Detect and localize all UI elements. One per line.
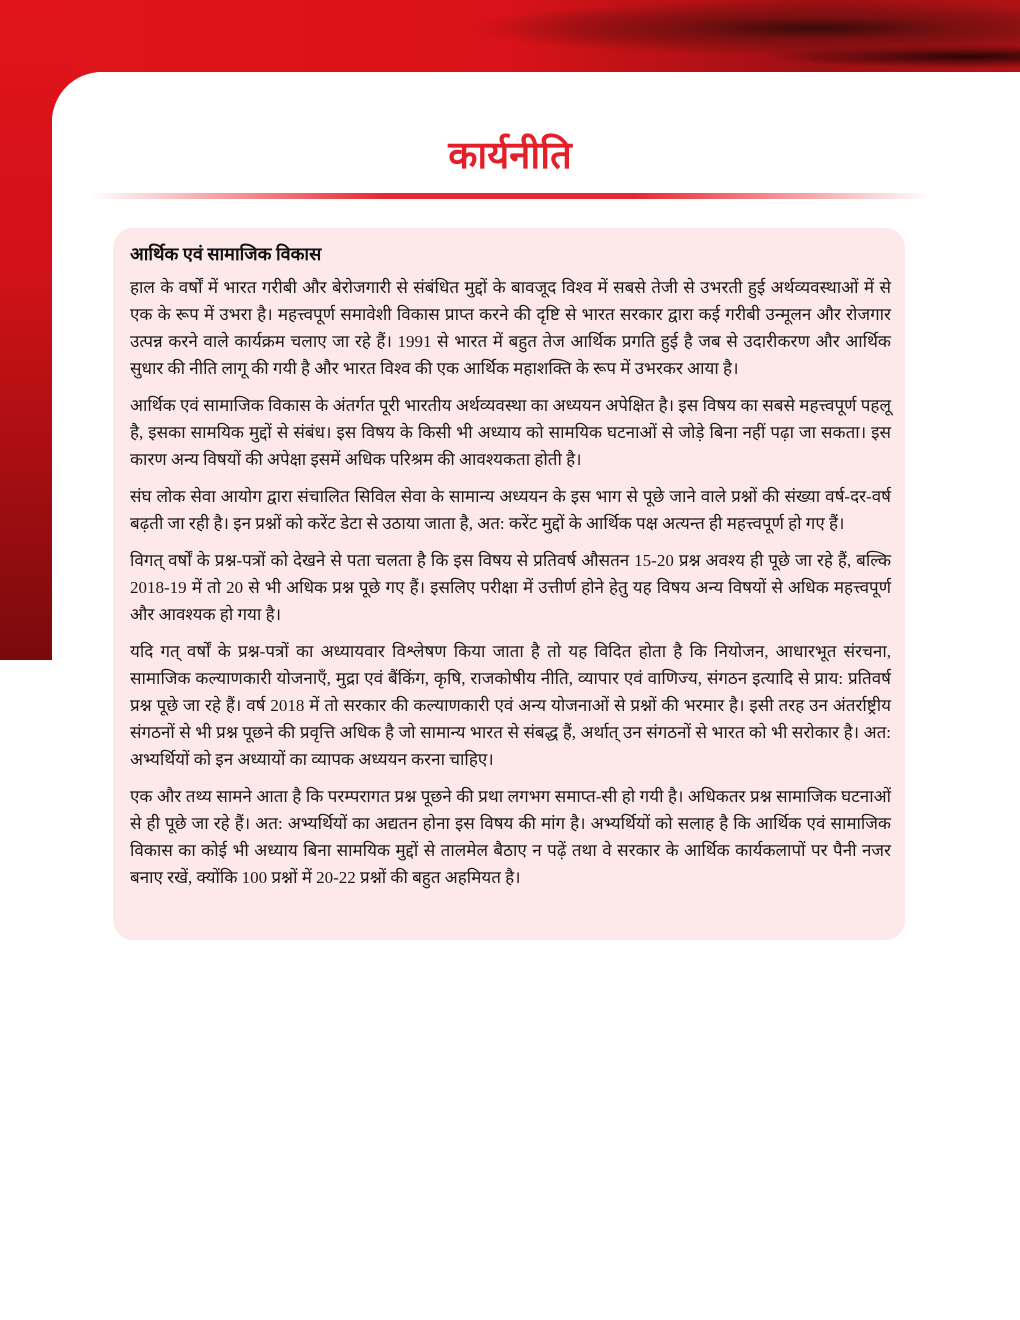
paragraph: संघ लोक सेवा आयोग द्वारा संचालित सिविल सेवा के सामान्य अध्ययन के इस भाग से पूछे जाने वाले प्रश्नों की संख्या वर्ष-दर-वर्ष बढ़ती जा रही है। इन प्रश्नों को करेंट डेटा से उठाया जाता है, अत: करेंट मुद्दों के आर्थिक पक्ष अत्यन्त ही महत्त्वपूर्ण हो गए हैं।	[130, 487, 891, 533]
strategy-box	[113, 228, 905, 940]
paragraph: हाल के वर्षों में भारत गरीबी और बेरोजगारी से संबंधित मुद्दों के बावजूद विश्व में सबसे तेजी से उभरती हुई अर्थव्यवस्थाओं में से एक के रूप में उभरा है। महत्त्वपूर्ण समावेशी विकास प्राप्त करने की दृष्टि से भारत सरकार द्वारा कई गरीबी उन्मूलन और रोजगार उत्पन्न करने वाले कार्यक्रम चलाए जा रहे हैं। 1991 से भारत में बहुत तेज आर्थिक प्रगति हुई है जब से उदारीकरण और आर्थिक सुधार की नीति लागू की गयी है और भारत विश्व की एक आर्थिक महाशक्ति के रूप में उभरकर आया है।	[130, 278, 891, 378]
paragraph: विगत् वर्षों के प्रश्न-पत्रों को देखने से पता चलता है कि इस विषय से प्रतिवर्ष औसतन 15-20 प्रश्न अवश्य ही पूछे जा रहे हैं, बल्कि 2018-19 में तो 20 से भी अधिक प्रश्न पूछे गए हैं। इसलिए परीक्षा में उत्तीर्ण होने हेतु यह विषय अन्य विषयों से अधिक महत्त्वपूर्ण और आवश्यक हो गया है।	[130, 551, 891, 624]
section-heading: आर्थिक एवं सामाजिक विकास	[130, 244, 322, 264]
header-tab-shape	[52, 72, 362, 132]
paragraph: आर्थिक एवं सामाजिक विकास के अंतर्गत पूरी भारतीय अर्थव्यवस्था का अध्ययन अपेक्षित है। इस विषय का सबसे महत्त्वपूर्ण पहलू है, इसका सामयिक मुद्दों से संबंध। इस विषय के किसी भी अध्याय को सामयिक घटनाओं से जोड़े बिना नहीं पढ़ा जा सकता। इस कारण अन्य विषयों की अपेक्षा इसमें अधिक परिश्रम की आवश्यकता होती है।	[130, 396, 891, 469]
title-divider	[90, 193, 930, 199]
page-title: कार्यनीति	[448, 135, 572, 177]
paragraph: एक और तथ्य सामने आता है कि परम्परागत प्रश्न पूछने की प्रथा लगभग समाप्त-सी हो गयी है। अधिकतर प्रश्न सामाजिक घटनाओं से ही पूछे जा रहे हैं। अत: अभ्यर्थियों का अद्यतन होना इस विषय की मांग है। अभ्यर्थियों को सलाह है कि आर्थिक एवं सामाजिक विकास का कोई भी अध्याय बिना सामयिक मुद्दों से तालमेल बैठाए न पढ़ें तथा वे सरकार के आर्थिक कार्यकलापों पर पैनी नजर बनाए रखें, क्योंकि 100 प्रश्नों में 20-22 प्रश्नों की बहुत अहमियत है।	[130, 787, 891, 887]
paragraph: यदि गत् वर्षों के प्रश्न-पत्रों का अध्यायवार विश्लेषण किया जाता है तो यह विदित होता है कि नियोजन, आधारभूत संरचना, सामाजिक कल्याणकारी योजनाएँ, मुद्रा एवं बैंकिंग, कृषि, राजकोषीय नीति, व्यापार एवं वाणिज्य, संगठन इत्यादि से प्राय: प्रतिवर्ष प्रश्न पूछे जा रहे हैं। वर्ष 2018 में तो सरकार की कल्याणकारी एवं अन्य योजनाओं से प्रश्नों की भरमार है। इसी तरह उन अंतर्राष्ट्रीय संगठनों से भी प्रश्न पूछने की प्रवृत्ति अधिक है जो सामान्य भारत से संबद्ध हैं, अर्थात् उन संगठनों से भारत को भी सरोकार है। अत: अभ्यर्थियों को इन अध्यायों का व्यापक अध्ययन करना चाहिए।	[130, 642, 891, 769]
